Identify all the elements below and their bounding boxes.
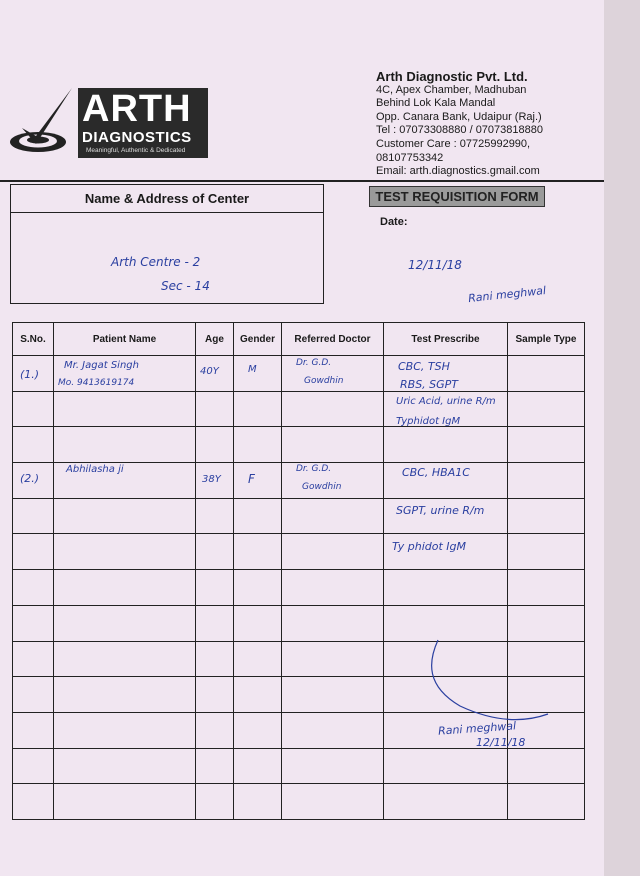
- customer-care-line: Customer Care : 07725992990, 08107753342: [376, 137, 531, 164]
- arth-logo: [6, 84, 210, 164]
- date-value: 12/11/18: [408, 258, 462, 272]
- center-box: [10, 184, 324, 304]
- center-name: Arth Centre - 2: [111, 255, 201, 269]
- table-row: [13, 641, 585, 677]
- row2-test: Ty phidot IgM: [392, 540, 467, 553]
- logo-tagline: Meaningful, Authentic & Dedicated: [86, 147, 186, 154]
- row1-doctor: Dr. G.D.: [296, 358, 332, 368]
- header-patient-name: Patient Name: [54, 323, 196, 356]
- table-row: [13, 784, 585, 820]
- row2-sno: (2.): [20, 472, 40, 485]
- row1-test: Uric Acid, urine R/m: [396, 396, 496, 407]
- header-rule: [0, 180, 604, 182]
- phone-line: Tel : 07073308880 / 07073818880: [376, 124, 543, 137]
- table-row: [13, 748, 585, 784]
- header-age: Age: [196, 323, 234, 356]
- bottom-date: 12/11/18: [476, 736, 526, 749]
- address-line: 4C, Apex Chamber, Madhuban: [376, 83, 527, 96]
- row2-patient-name: Abhilasha ji: [66, 464, 124, 475]
- logo-subword: DIAGNOSTICS: [82, 129, 192, 146]
- table-header-row: [13, 323, 585, 356]
- row2-doctor: Dr. G.D.: [296, 464, 332, 474]
- logo-word: ARTH: [82, 88, 192, 130]
- row2-test: CBC, HBA1C: [402, 466, 470, 479]
- date-label: Date:: [380, 216, 408, 228]
- row1-patient-name: Mr. Jagat Singh: [64, 360, 139, 371]
- company-details: [376, 70, 598, 179]
- row2-age: 38Y: [202, 474, 221, 485]
- row1-sno: (1.): [20, 368, 40, 381]
- table-row: [13, 498, 585, 534]
- table-row: [13, 677, 585, 713]
- row1-test: CBC, TSH: [398, 360, 450, 373]
- row2-gender: F: [248, 472, 255, 486]
- table-row: [13, 605, 585, 641]
- target-check-icon: [6, 84, 76, 164]
- center-sector: Sec - 14: [161, 279, 210, 293]
- row1-gender: M: [248, 364, 257, 375]
- row2-doctor-name: Gowdhin: [302, 482, 342, 492]
- header-gender: Gender: [234, 323, 282, 356]
- table-row: [13, 391, 585, 427]
- bottom-signature: Rani meghwal: [437, 719, 517, 738]
- company-name: Arth Diagnostic Pvt. Ltd.: [376, 69, 528, 84]
- address-line: Behind Lok Kala Mandal: [376, 97, 496, 110]
- header-sample-type: Sample Type: [508, 323, 585, 356]
- table-row: [13, 534, 585, 570]
- table-row: [13, 570, 585, 606]
- header-referred-doctor: Referred Doctor: [282, 323, 384, 356]
- row1-age: 40Y: [200, 366, 219, 377]
- address-line: Opp. Canara Bank, Udaipur (Raj.): [376, 110, 542, 123]
- top-signature: Rani meghwal: [467, 283, 547, 306]
- row1-phone: Mo. 9413619174: [58, 378, 135, 388]
- row2-test: SGPT, urine R/m: [396, 504, 485, 517]
- email-line: Email: arth.diagnostics.gmail.com: [376, 165, 540, 178]
- row1-test: Typhidot IgM: [396, 416, 461, 427]
- page-edge: [604, 0, 640, 876]
- center-title: Name & Address of Center: [11, 185, 323, 213]
- header-sno: S.No.: [13, 323, 54, 356]
- row1-test: RBS, SGPT: [400, 378, 459, 391]
- form-title: TEST REQUISITION FORM: [369, 186, 545, 207]
- table-row: [13, 427, 585, 463]
- row1-doctor-name: Gowdhin: [304, 376, 344, 386]
- header-test-prescribe: Test Prescribe: [384, 323, 508, 356]
